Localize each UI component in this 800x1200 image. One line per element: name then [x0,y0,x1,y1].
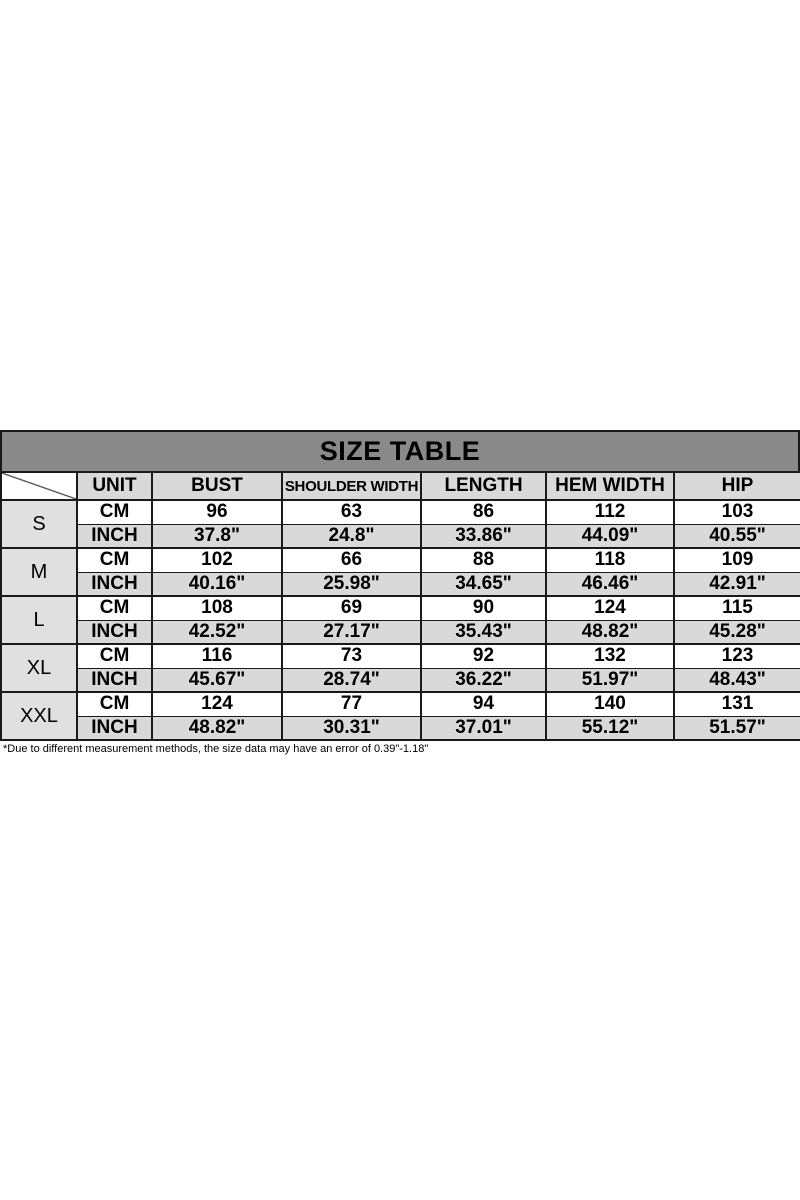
unit-label-inch: INCH [77,716,152,740]
xl-cm-length: 92 [421,644,546,668]
xl-cm-hip: 123 [674,644,800,668]
l-inch-shoulder: 27.17" [282,620,421,644]
size-label-s: S [1,500,77,548]
diagonal-line-icon [2,473,76,499]
l-cm-hip: 115 [674,596,800,620]
l-cm-length: 90 [421,596,546,620]
size-table [0,471,800,741]
size-s-cm-row [1,500,800,524]
header-row [1,472,800,500]
xxl-cm-bust: 124 [152,692,282,716]
s-cm-bust: 96 [152,500,282,524]
xxl-cm-hip: 131 [674,692,800,716]
xl-cm-hem: 132 [546,644,674,668]
xl-inch-hip: 48.43" [674,668,800,692]
s-cm-shoulder: 63 [282,500,421,524]
m-inch-hip: 42.91" [674,572,800,596]
col-header-hip: HIP [674,472,800,500]
unit-label-inch: INCH [77,668,152,692]
size-m-cm-row [1,548,800,572]
m-inch-bust: 40.16" [152,572,282,596]
m-cm-hip: 109 [674,548,800,572]
size-xl-cm-row [1,644,800,668]
m-cm-bust: 102 [152,548,282,572]
m-inch-hem: 46.46" [546,572,674,596]
xl-cm-shoulder: 73 [282,644,421,668]
xl-cm-bust: 116 [152,644,282,668]
size-xxl-inch-row [1,716,800,740]
m-cm-hem: 118 [546,548,674,572]
s-inch-hip: 40.55" [674,524,800,548]
xxl-cm-length: 94 [421,692,546,716]
size-label-m: M [1,548,77,596]
size-s-inch-row [1,524,800,548]
unit-label-cm: CM [77,644,152,668]
xxl-inch-bust: 48.82" [152,716,282,740]
s-inch-shoulder: 24.8" [282,524,421,548]
size-label-xxl: XXL [1,692,77,740]
m-cm-shoulder: 66 [282,548,421,572]
measurement-error-footnote: *Due to different measurement methods, the size data may have an error of 0.39"-1.18" [3,743,429,755]
col-header-hem-width: HEM WIDTH [546,472,674,500]
xl-inch-hem: 51.97" [546,668,674,692]
xl-inch-bust: 45.67" [152,668,282,692]
s-cm-length: 86 [421,500,546,524]
s-inch-hem: 44.09" [546,524,674,548]
size-table-title-text: SIZE TABLE [319,436,481,466]
unit-label-cm: CM [77,548,152,572]
l-cm-shoulder: 69 [282,596,421,620]
s-inch-length: 33.86" [421,524,546,548]
col-header-shoulder-width: SHOULDER WIDTH [282,472,421,500]
m-inch-length: 34.65" [421,572,546,596]
xxl-inch-shoulder: 30.31" [282,716,421,740]
diagonal-header-cell [1,472,77,500]
size-table-title [0,430,800,471]
xxl-inch-length: 37.01" [421,716,546,740]
col-header-length: LENGTH [421,472,546,500]
m-cm-length: 88 [421,548,546,572]
l-inch-hip: 45.28" [674,620,800,644]
unit-label-cm: CM [77,692,152,716]
size-chart [0,430,800,755]
l-inch-hem: 48.82" [546,620,674,644]
xxl-cm-shoulder: 77 [282,692,421,716]
size-l-inch-row [1,620,800,644]
xl-inch-length: 36.22" [421,668,546,692]
size-l-cm-row [1,596,800,620]
xxl-inch-hem: 55.12" [546,716,674,740]
size-xxl-cm-row [1,692,800,716]
l-inch-length: 35.43" [421,620,546,644]
l-cm-hem: 124 [546,596,674,620]
size-xl-inch-row [1,668,800,692]
unit-label-inch: INCH [77,524,152,548]
l-inch-bust: 42.52" [152,620,282,644]
s-cm-hip: 103 [674,500,800,524]
xxl-cm-hem: 140 [546,692,674,716]
unit-label-cm: CM [77,500,152,524]
size-label-xl: XL [1,644,77,692]
l-cm-bust: 108 [152,596,282,620]
s-cm-hem: 112 [546,500,674,524]
s-inch-bust: 37.8" [152,524,282,548]
col-header-unit: UNIT [77,472,152,500]
m-inch-shoulder: 25.98" [282,572,421,596]
size-m-inch-row [1,572,800,596]
xxl-inch-hip: 51.57" [674,716,800,740]
unit-label-cm: CM [77,596,152,620]
unit-label-inch: INCH [77,572,152,596]
size-label-l: L [1,596,77,644]
xl-inch-shoulder: 28.74" [282,668,421,692]
unit-label-inch: INCH [77,620,152,644]
col-header-bust: BUST [152,472,282,500]
